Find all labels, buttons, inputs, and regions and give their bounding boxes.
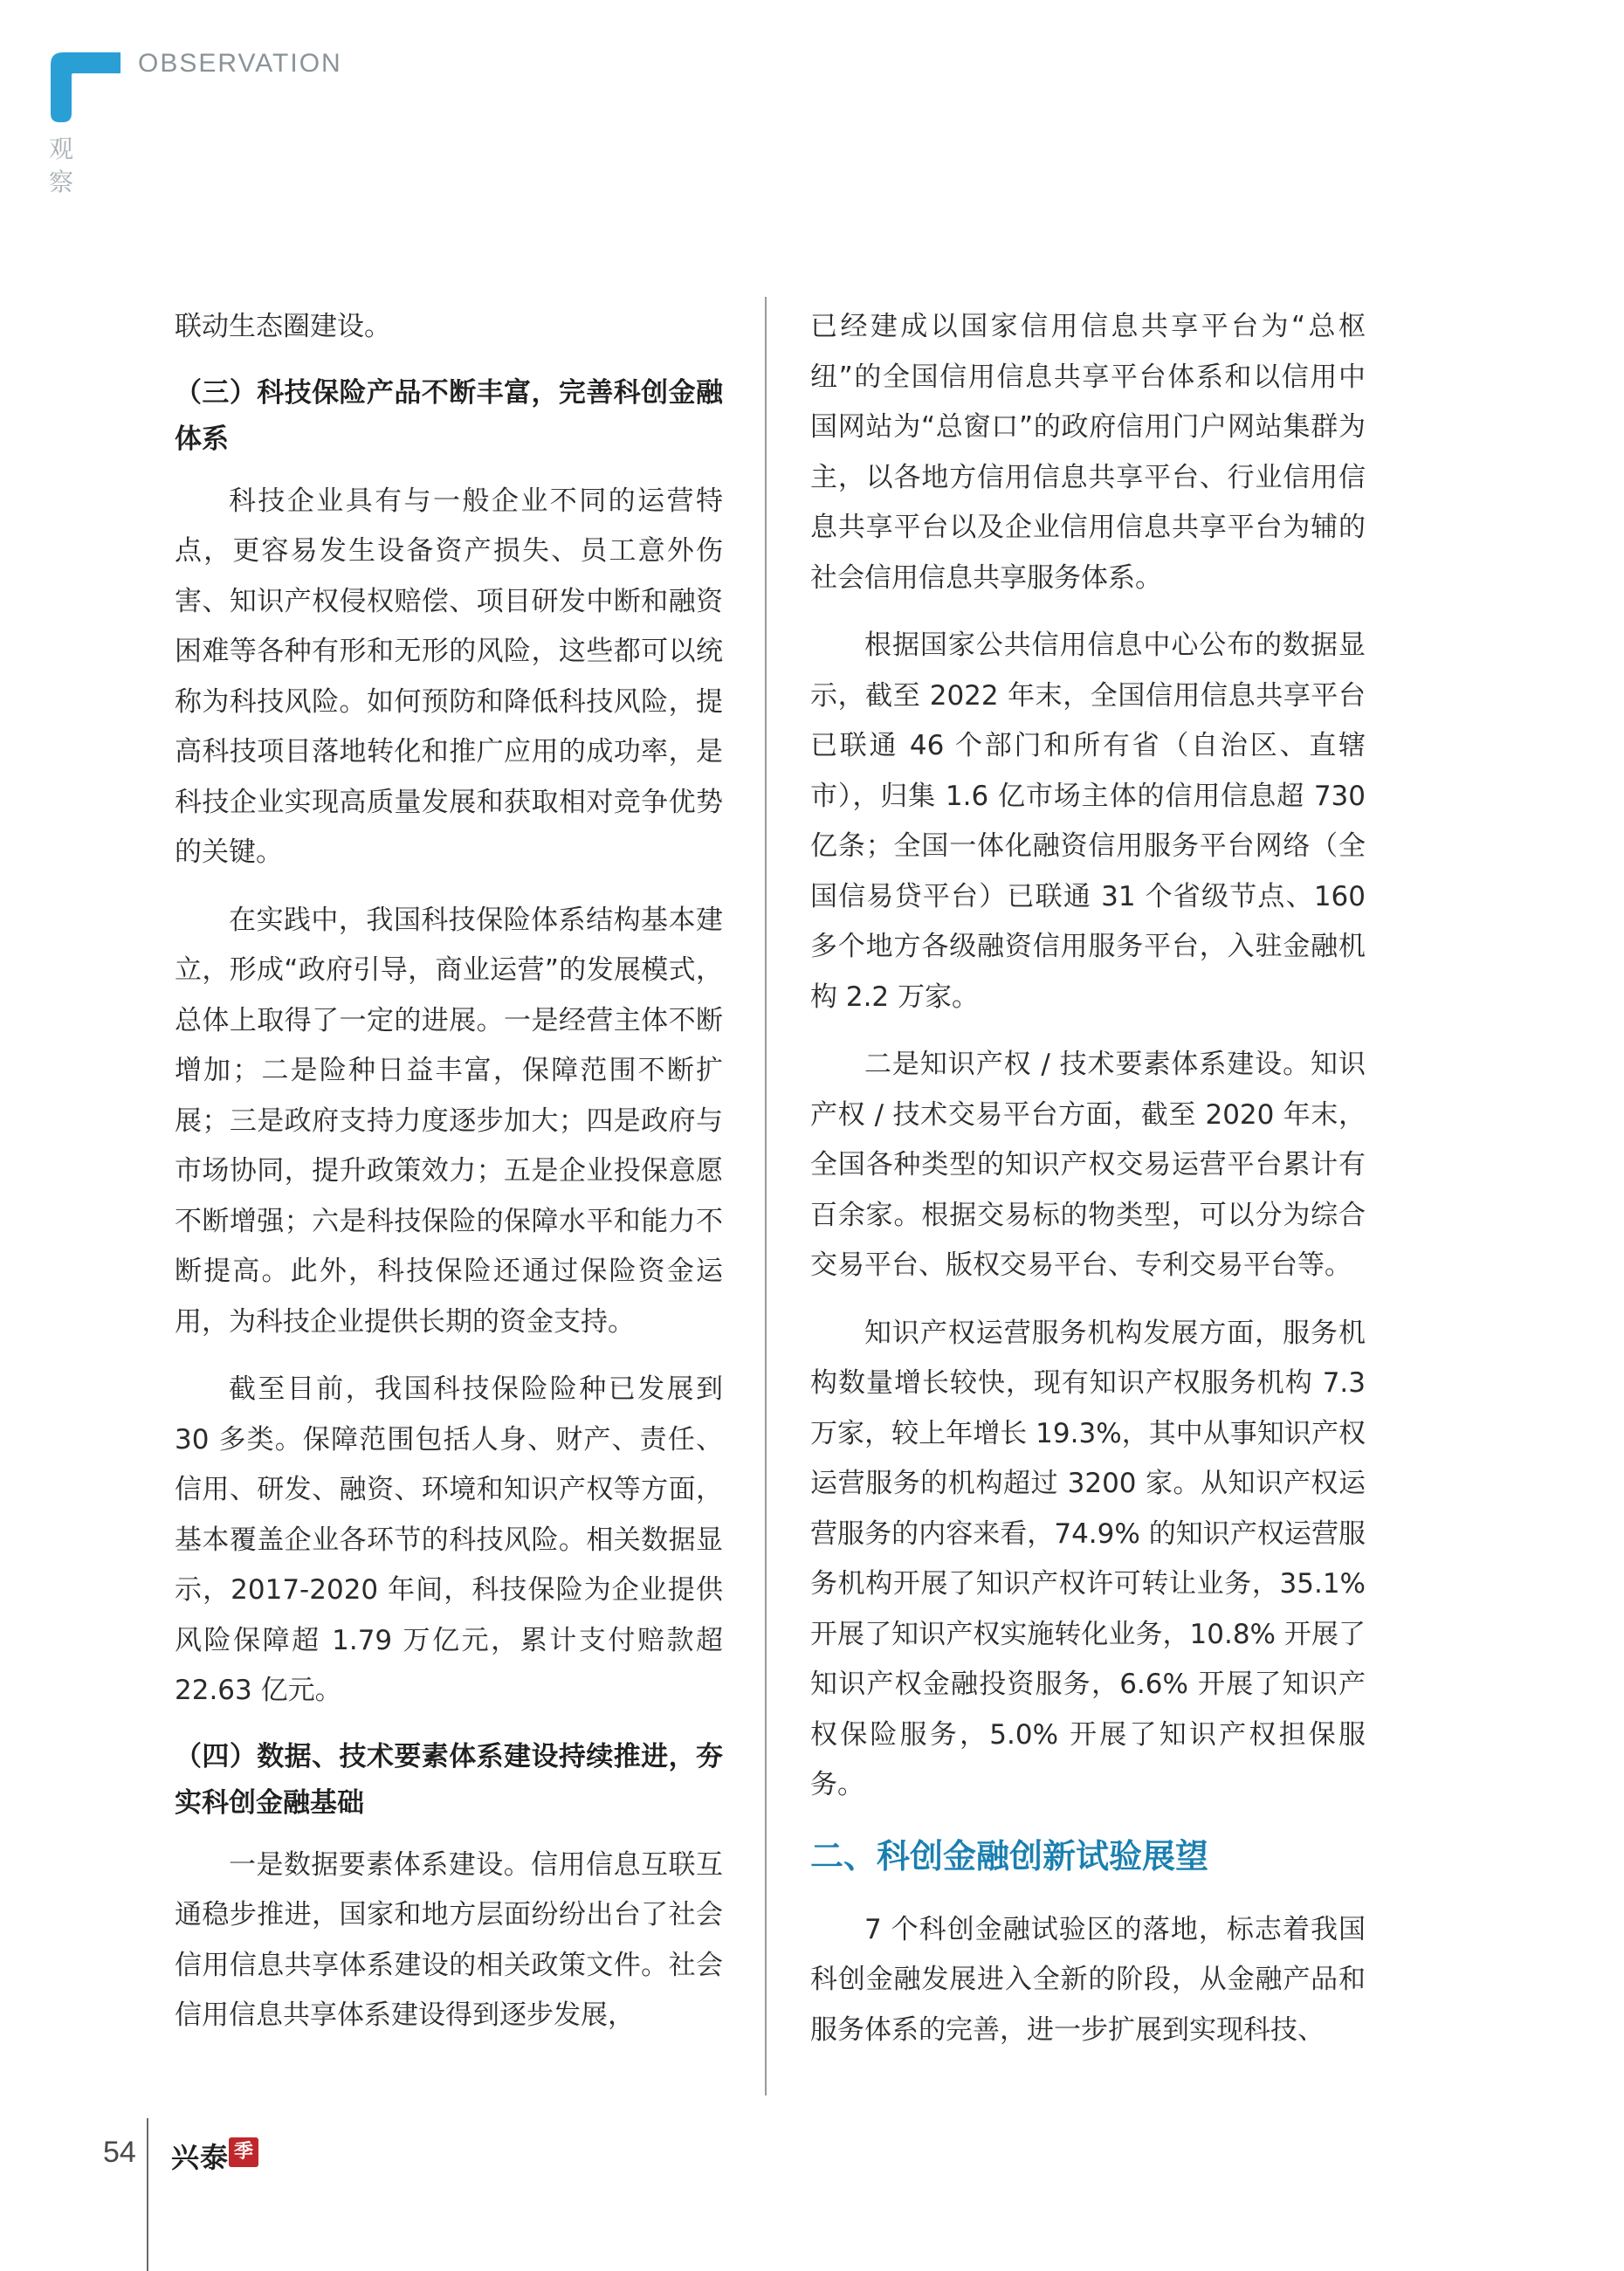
right-column: [810, 302, 1366, 2073]
paragraph: 7 个科创金融试验区的落地，标志着我国科创金融发展进入全新的阶段，从金融产品和服务体系的完善，进一步扩展到实现科技、: [810, 1913, 1366, 2046]
column-divider: [765, 297, 767, 2096]
subsection-heading: （三）科技保险产品不断丰富，完善科创金融体系: [175, 376, 723, 455]
paragraph: 一是数据要素体系建设。信用信息互联互通稳步推进，国家和地方层面纷纷出台了社会信用信息共享体系建设的相关政策文件。社会信用信息共享体系建设得到逐步发展，: [175, 1848, 723, 2031]
brand-seal-logo: 季: [229, 2137, 258, 2167]
subsection-heading: （四）数据、技术要素体系建设持续推进，夯实科创金融基础: [175, 1740, 723, 1819]
paragraph: 截至目前，我国科技保险险种已发展到 30 多类。保障范围包括人身、财产、责任、信用、研发、融资、环境和知识产权等方面，基本覆盖企业各环节的科技风险。相关数据显示，2017-2020 年间，科技保险为企业提供风险保障超 1.79 万亿元，累计支付赔款超 22.63 亿元。: [175, 1373, 723, 1706]
corner-bracket-icon: [51, 52, 120, 122]
page-number: 54: [103, 2136, 136, 2169]
paragraph: 根据国家公共信用信息中心公布的数据显示，截至 2022 年末，全国信用信息共享平台已联通 46 个部门和所有省（自治区、直辖市），归集 1.6 亿市场主体的信用信息超 730 亿条；全国一体化融资信用服务平台网络（全国信易贷平台）已联通 31 个省级节点、160 多个地方各级融资信用服务平台，入驻金融机构 2.2 万家。: [810, 630, 1366, 1013]
header-label: OBSERVATION: [138, 49, 342, 78]
section-label: 观察: [49, 134, 74, 196]
section-heading: 二、科创金融创新试验展望: [810, 1836, 1209, 1875]
paragraph: 二是知识产权 / 技术要素体系建设。知识产权 / 技术交易平台方面，截至 2020 年末，全国各种类型的知识产权交易运营平台累计有百余家。根据交易标的物类型，可以分为综合交易平台、版权交易平台、专利交易平台等。: [810, 1049, 1366, 1281]
footer-divider: [147, 2118, 148, 2271]
paragraph: 已经建成以国家信用信息共享平台为“总枢纽”的全国信用信息共享平台体系和以信用中国网站为“总窗口”的政府信用门户网站集群为主，以各地方信用信息共享平台、行业信用信息共享平台以及企业信用信息共享平台为辅的社会信用信息共享服务体系。: [810, 311, 1366, 594]
paragraph: 联动生态圈建设。: [175, 311, 391, 342]
left-column: [175, 302, 723, 2059]
brand-name: 兴泰: [171, 2141, 230, 2174]
paragraph: 在实践中，我国科技保险体系结构基本建立，形成“政府引导，商业运营”的发展模式，总体上取得了一定的进展。一是经营主体不断增加；二是险种日益丰富，保障范围不断扩展；三是政府支持力度逐步加大；四是政府与市场协同，提升政策效力；五是企业投保意愿不断增强；六是科技保险的保障水平和能力不断提高。此外，科技保险还通过保险资金运用，为科技企业提供长期的资金支持。: [175, 904, 723, 1338]
paragraph: 科技企业具有与一般企业不同的运营特点，更容易发生设备资产损失、员工意外伤害、知识产权侵权赔偿、项目研发中断和融资困难等各种有形和无形的风险，这些都可以统称为科技风险。如何预防和降低科技风险，提高科技项目落地转化和推广应用的成功率，是科技企业实现高质量发展和获取相对竞争优势的关键。: [175, 485, 723, 868]
paragraph: 知识产权运营服务机构发展方面，服务机构数量增长较快，现有知识产权服务机构 7.3 万家，较上年增长 19.3%，其中从事知识产权运营服务的机构超过 3200 家。从知识产权运营服务的内容来看，74.9% 的知识产权运营服务机构开展了知识产权许可转让业务，35.1% 开展了知识产权实施转化业务，10.8% 开展了知识产权金融投资服务，6.6% 开展了知识产权保险服务，5.0% 开展了知识产权担保服务。: [810, 1317, 1366, 1800]
